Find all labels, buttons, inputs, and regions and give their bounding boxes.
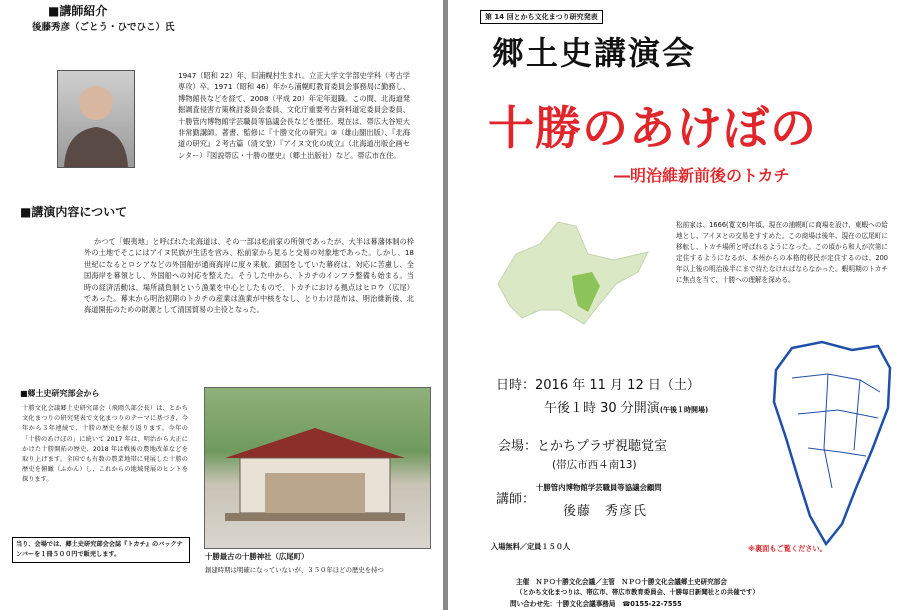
note-box: 当り、会場では、郷土史研究部会会誌『トカチ』のバックナンバーを１冊５００円で販売します。 <box>12 537 190 563</box>
date-line <box>496 374 700 393</box>
society-body: 十勝文化会議郷土史研究部会（飛岡久部会長）は、とかち文化まつりの研究発表で文化まつりのテーマに基づき、今年から３年連続で、十勝の歴史を振り返ります。今年の「十勝のあけぼの」に続いて 2017 年は、明治から大正にかけた十勝開拓の歴史、2018 年は戦後の農地改革などを取り上げます。全国でも有数の農業地帯に発展した十勝の歴史を俯瞰（ふかん）し、これからの地域発展のヒントを探ります。 <box>22 405 188 484</box>
lecturer-heading: ■講師紹介 <box>48 4 108 18</box>
speaker-name: 後藤 秀彦氏 <box>563 504 648 519</box>
date-value: 2016 年 11 月 12 日（土） <box>535 378 700 393</box>
venue-value: とかちプラザ視聴覚室 <box>537 439 668 454</box>
main-title: 郷土史講演会 <box>492 34 697 72</box>
venue-label: 会場： <box>498 439 538 454</box>
back-note: ※裏面もご覧ください。 <box>748 544 827 553</box>
footer-line3: 問い合わせ先：十勝文化会議事務局 ☎0155-22-7555 <box>510 600 682 608</box>
content-body: かつて「蝦夷地」と呼ばれた北海道は、その一部は松前家の所領であったが、大半は幕藩体制の枠外の土地でそこにはアイヌ民族が生活を営み、松前家から見ると交易の対象地であった。しかし、18 世紀になるとロシアなどの外国船が通商海岸に度々来航。鎖国をしていた幕府は、対応に苦慮し、全国海岸を幕領とし、外国船への対応を整えた。そうした中から、トカチのインフラ整備も始まる。当時の経済活動は、場所請負制という漁業を中心としたもので、トカチにおける拠点はヒロウ（広尾）であった。幕末から明治初期のトカチの産業は漁業が中核をなし、とりわけ昆布は、明治維新後、北海道開拓のための財源として清国貿易の主役となった。 <box>84 237 414 315</box>
time-value: 午後１時 30 分開演 <box>544 401 660 416</box>
hokkaido-map-icon <box>488 214 656 332</box>
time-line <box>544 397 708 416</box>
red-title: 十勝のあけぼの <box>488 101 817 155</box>
speaker-title: 十勝管内博物館学芸職員等協議会顧問 <box>536 483 662 492</box>
portrait-icon <box>58 71 134 167</box>
photo-caption-title: 十勝最古の十勝神社（広尾町） <box>205 552 309 561</box>
footer-line1: 主催 ＮＰＯ十勝文化会議／主管 ＮＰＯ十勝文化会議郷土史研究部会 <box>516 578 727 586</box>
date-label: 日時： <box>496 378 536 393</box>
intro-text: 松前家は、1666(寛文6)年頃、現在の浦幌町に商場を設け、東蝦への給地とし、アイヌとの交易をすすめた。この商場は後年、現在の広尾町に移転し、トカチ場所と呼ばれるようになった。この頃から和人が次第に定住するようになるが、本州からの本格的移民が定住するのは、200 年以上後の明治後半にまで待たなければならなかった。蝦明期のトカチに焦点を当て、十勝への理解を深める。 <box>676 221 888 284</box>
venue-line <box>498 435 667 454</box>
admission: 入場無料／定員１５０人 <box>491 542 571 551</box>
shrine-photo <box>204 387 431 549</box>
lecturer-name: 後藤秀彦（ごとう・ひでひこ）氏 <box>32 22 175 33</box>
time-note: (午後１時開場) <box>659 406 709 414</box>
photo-caption-text: 創建時期は明確になっていないが、３５０年ほどの歴史を持つ <box>205 566 384 574</box>
lecturer-bio: 1947（昭和 22）年、旧浦幌村生まれ。立正大学文学部史学科（考古学専攻）卒。1971（昭和 46）年から浦幌町教育委員会事務局に勤務し、博物館長などを経て、2008（平成 20）年定年退職。この間、北海道発掘調査侵害方策検討委員会委員、文化庁重要考古資料道定委員会委員、十勝管内博物館学芸職員等協議会長などを歴任。現在は、帯広大谷短大非常勤講師。著書、監修に『十勝文化の研究』③（雄山閣出版）、『北海道の研究』２考古篇（清文堂）『アイヌ文化の成立』（北海道出版企画センター）『図説帯広・十勝の歴史』（郷土出版社）など。帯広市在住。 <box>178 71 410 160</box>
venue-address: (帯広市西４南13) <box>552 459 637 471</box>
footer-line2: （とかち文化まつりは、帯広市、帯広市教育委員会、十勝毎日新聞社との共催です） <box>516 588 759 596</box>
hokkaido-map <box>488 214 656 332</box>
right-page <box>448 0 900 610</box>
shrine-icon <box>205 388 430 548</box>
speaker-label: 講師： <box>496 492 536 507</box>
society-heading: ■郷土史研究部会から <box>20 389 100 398</box>
event-tag: 第 14 回とかち文化まつり研究発表 <box>480 10 603 24</box>
left-page <box>0 0 443 610</box>
tokachi-map-icon <box>768 338 896 548</box>
lecturer-photo <box>57 70 135 168</box>
tokachi-map <box>768 338 896 548</box>
subtitle: ―明治維新前後のトカチ <box>614 166 790 185</box>
content-heading: ■講演内容について <box>20 205 128 219</box>
